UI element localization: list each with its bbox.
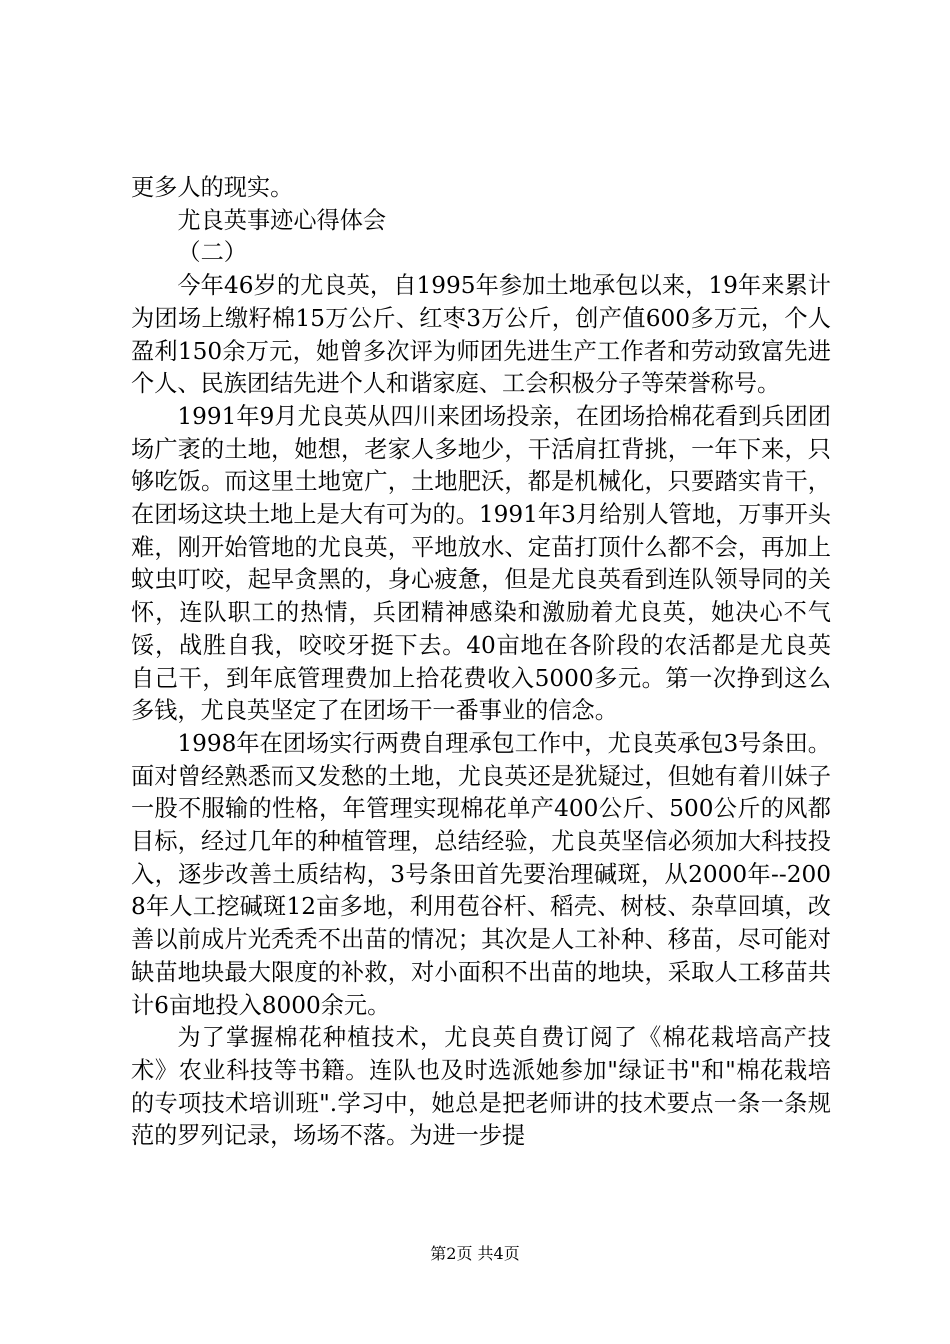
section-number: （二） bbox=[177, 239, 247, 267]
document-body bbox=[131, 172, 831, 1153]
paragraph: 1991年9月尤良英从四川来团场投亲，在团场拾棉花看到兵团团场广袤的土地，她想，老家人多地少，干活肩扛背挑，一年下来，只够吃饭。而这里土地宽广，土地肥沃，都是机械化，只要踏实肯干，在团场这块土地上是大有可为的。1991年3月给别人管地，万事开头难，刚开始管地的尤良英，平地放水、定苗打顶什么都不会，再加上蚊虫叮咬，起早贪黑的，身心疲惫，但是尤良英看到连队领导同的关怀，连队职工的热情，兵团精神感染和激励着尤良英，她决心不气馁，战胜自我，咬咬牙挺下去。40亩地在各阶段的农活都是尤良英自己干，到年底管理费加上拾花费收入5000多元。第一次挣到这么多钱，尤良英坚定了在团场干一番事业的信念。 bbox=[131, 402, 831, 725]
paragraph: 为了掌握棉花种植技术，尤良英自费订阅了《棉花栽培高产技术》农业科技等书籍。连队也及时选派她参加"绿证书"和"棉花栽培的专项技术培训班".学习中，她总是把老师讲的技术要点一条一条规范的罗列记录，场场不落。为进一步提 bbox=[131, 1024, 831, 1150]
paragraph: 1998年在团场实行两费自理承包工作中，尤良英承包3号条田。面对曾经熟悉而又发愁的土地，尤良英还是犹疑过，但她有着川妹子一股不服输的性格，年管理实现棉花单产400公斤、500公斤的风都目标，经过几年的种植管理，总结经验，尤良英坚信必须加大科技投入，逐步改善土质结构，3号条田首先要治理碱斑，从2000年--2008年人工挖碱斑12亩多地，利用苞谷杆、稻壳、树枝、杂草回填，改善以前成片光秃秃不出苗的情况；其次是人工补种、移苗，尽可能对缺苗地块最大限度的补救，对小面积不出苗的地块，采取人工移苗共计6亩地投入8000余元。 bbox=[131, 729, 831, 1019]
document-subtitle: 尤良英事迹心得体会 bbox=[177, 206, 387, 234]
page-footer: 第2页 共4页 bbox=[430, 1244, 520, 1263]
paragraph: 今年46岁的尤良英，自1995年参加土地承包以来，19年来累计为团场上缴籽棉15万公斤、红枣3万公斤，创产值600多万元，个人盈利150余万元，她曾多次评为师团先进生产工作者和劳动致富先进个人、民族团结先进个人和谐家庭、工会积极分子等荣誉称号。 bbox=[131, 272, 831, 398]
paragraph-continuation: 更多人的现实。 bbox=[131, 174, 294, 201]
